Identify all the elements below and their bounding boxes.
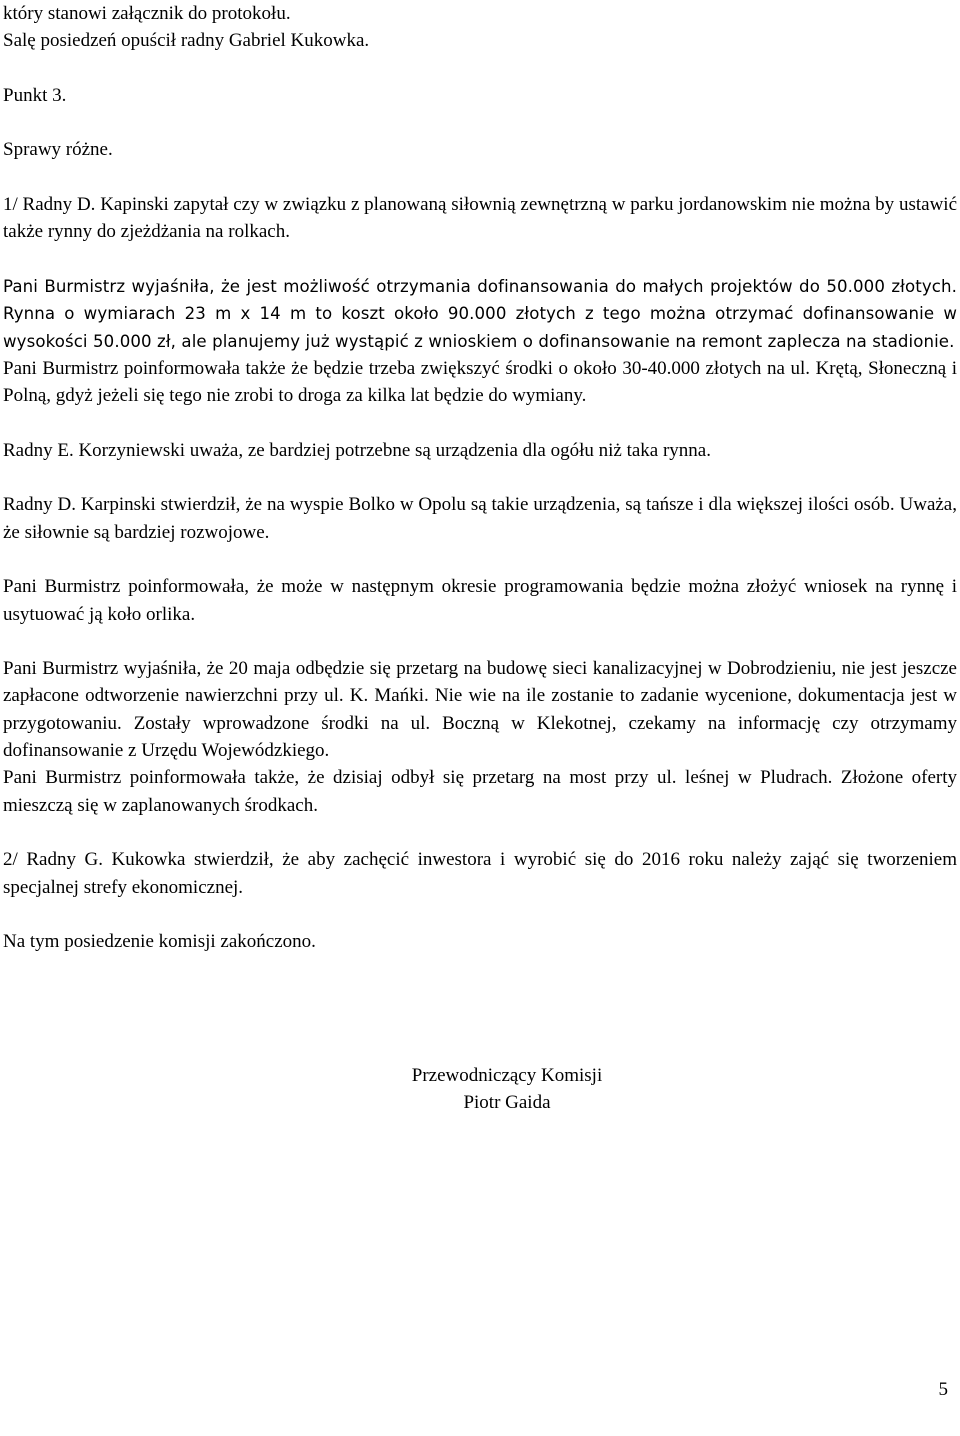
paragraph-korzyniewski: Radny E. Korzyniewski uważa, ze bardziej potrzebne są urządzenia dla ogółu niż taka rynna.	[3, 439, 711, 461]
paragraph-gap	[3, 409, 957, 436]
signature-role: Przewodniczący Komisji	[411, 1065, 603, 1086]
paragraph-burmistrz-funding: Pani Burmistrz wyjaśniła, że jest możliwość otrzymania dofinansowania do małych projektów do 50.000 złotych. Rynna o wymiarach 23 m x 14 m to koszt około 90.000 złotych z tego można otrzymać dofinansowanie w wysokości 50.000 zł, ale planujemy już wystąpić z wnioskiem o dofinansowanie na remont zaplecza na stadionie.	[3, 276, 957, 351]
paragraph-gap	[3, 164, 957, 191]
paragraph-question-kapinski: 1/ Radny D. Kapinski zapytał czy w związku z planowaną siłownią zewnętrzną w parku jordanowskim nie można by ustawić także rynny do zjeżdżania na rolkach.	[3, 194, 957, 243]
point-heading: Punkt 3.	[3, 84, 67, 106]
paragraph-gap	[3, 464, 957, 491]
signature-name: Piotr Gaida	[463, 1092, 551, 1114]
intro-line: który stanowi załącznik do protokołu.	[3, 3, 291, 24]
point-subheading: Sprawy różne.	[3, 139, 113, 161]
paragraph-burmistrz-orlik: Pani Burmistrz poinformowała, że może w następnym okresie programowania będzie można złożyć wniosek na rynnę i usytuować ją koło orlika.	[3, 576, 957, 625]
paragraph-gap	[3, 246, 957, 273]
paragraph-kukowka: 2/ Radny G. Kukowka stwierdził, że aby zachęcić inwestora i wyrobić się do 2016 roku należy zająć się tworzeniem specjalnej strefy ekonomicznej.	[3, 849, 957, 898]
intro-line: Salę posiedzeń opuścił radny Gabriel Kukowka.	[3, 30, 370, 52]
document-page	[3, 0, 957, 955]
page-number: 5	[938, 1379, 948, 1400]
paragraph-burmistrz-bridge: Pani Burmistrz poinformowała także, że dzisiaj odbył się przetarg na most przy ul. leśnej w Pludrach. Złożone oferty mieszczą się w zaplanowanych środkach.	[3, 767, 957, 816]
paragraph-gap	[3, 628, 957, 655]
paragraph-burmistrz-streets: Pani Burmistrz poinformowała także że będzie trzeba zwiększyć środki o około 30-40.000 złotych na ul. Krętą, Słoneczną i Polną, gdyż jeżeli się tego nie zrobi to droga za kilka lat będzie do wymiany.	[3, 357, 957, 407]
paragraph-karpinski: Radny D. Karpinski stwierdził, że na wyspie Bolko w Opolu są takie urządzenia, są tańsze i dla większej ilości osób. Uważa, że siłownie są bardziej rozwojowe.	[3, 494, 957, 543]
paragraph-gap	[3, 109, 957, 136]
paragraph-burmistrz-sewer: Pani Burmistrz wyjaśniła, że 20 maja odbędzie się przetarg na budowę sieci kanalizacyjnej w Dobrodzieniu, nie jest jeszcze zapłacone odtworzenie nawierzchni przy ul. K. Mańki. Nie wie na ile zostanie to zadanie wycenione, dokumentacja jest w przygotowaniu. Zostały wprowadzone środki na ul. Boczną w Klekotnej, czekamy na informację czy otrzymamy dofinansowanie z Urzędu Wojewódzkiego.	[3, 658, 957, 762]
paragraph-gap	[3, 819, 957, 846]
paragraph-gap	[3, 55, 957, 82]
paragraph-gap	[3, 546, 957, 573]
paragraph-closing: Na tym posiedzenie komisji zakończono.	[3, 931, 316, 953]
paragraph-gap	[3, 901, 957, 928]
signature-block	[300, 1062, 714, 1117]
